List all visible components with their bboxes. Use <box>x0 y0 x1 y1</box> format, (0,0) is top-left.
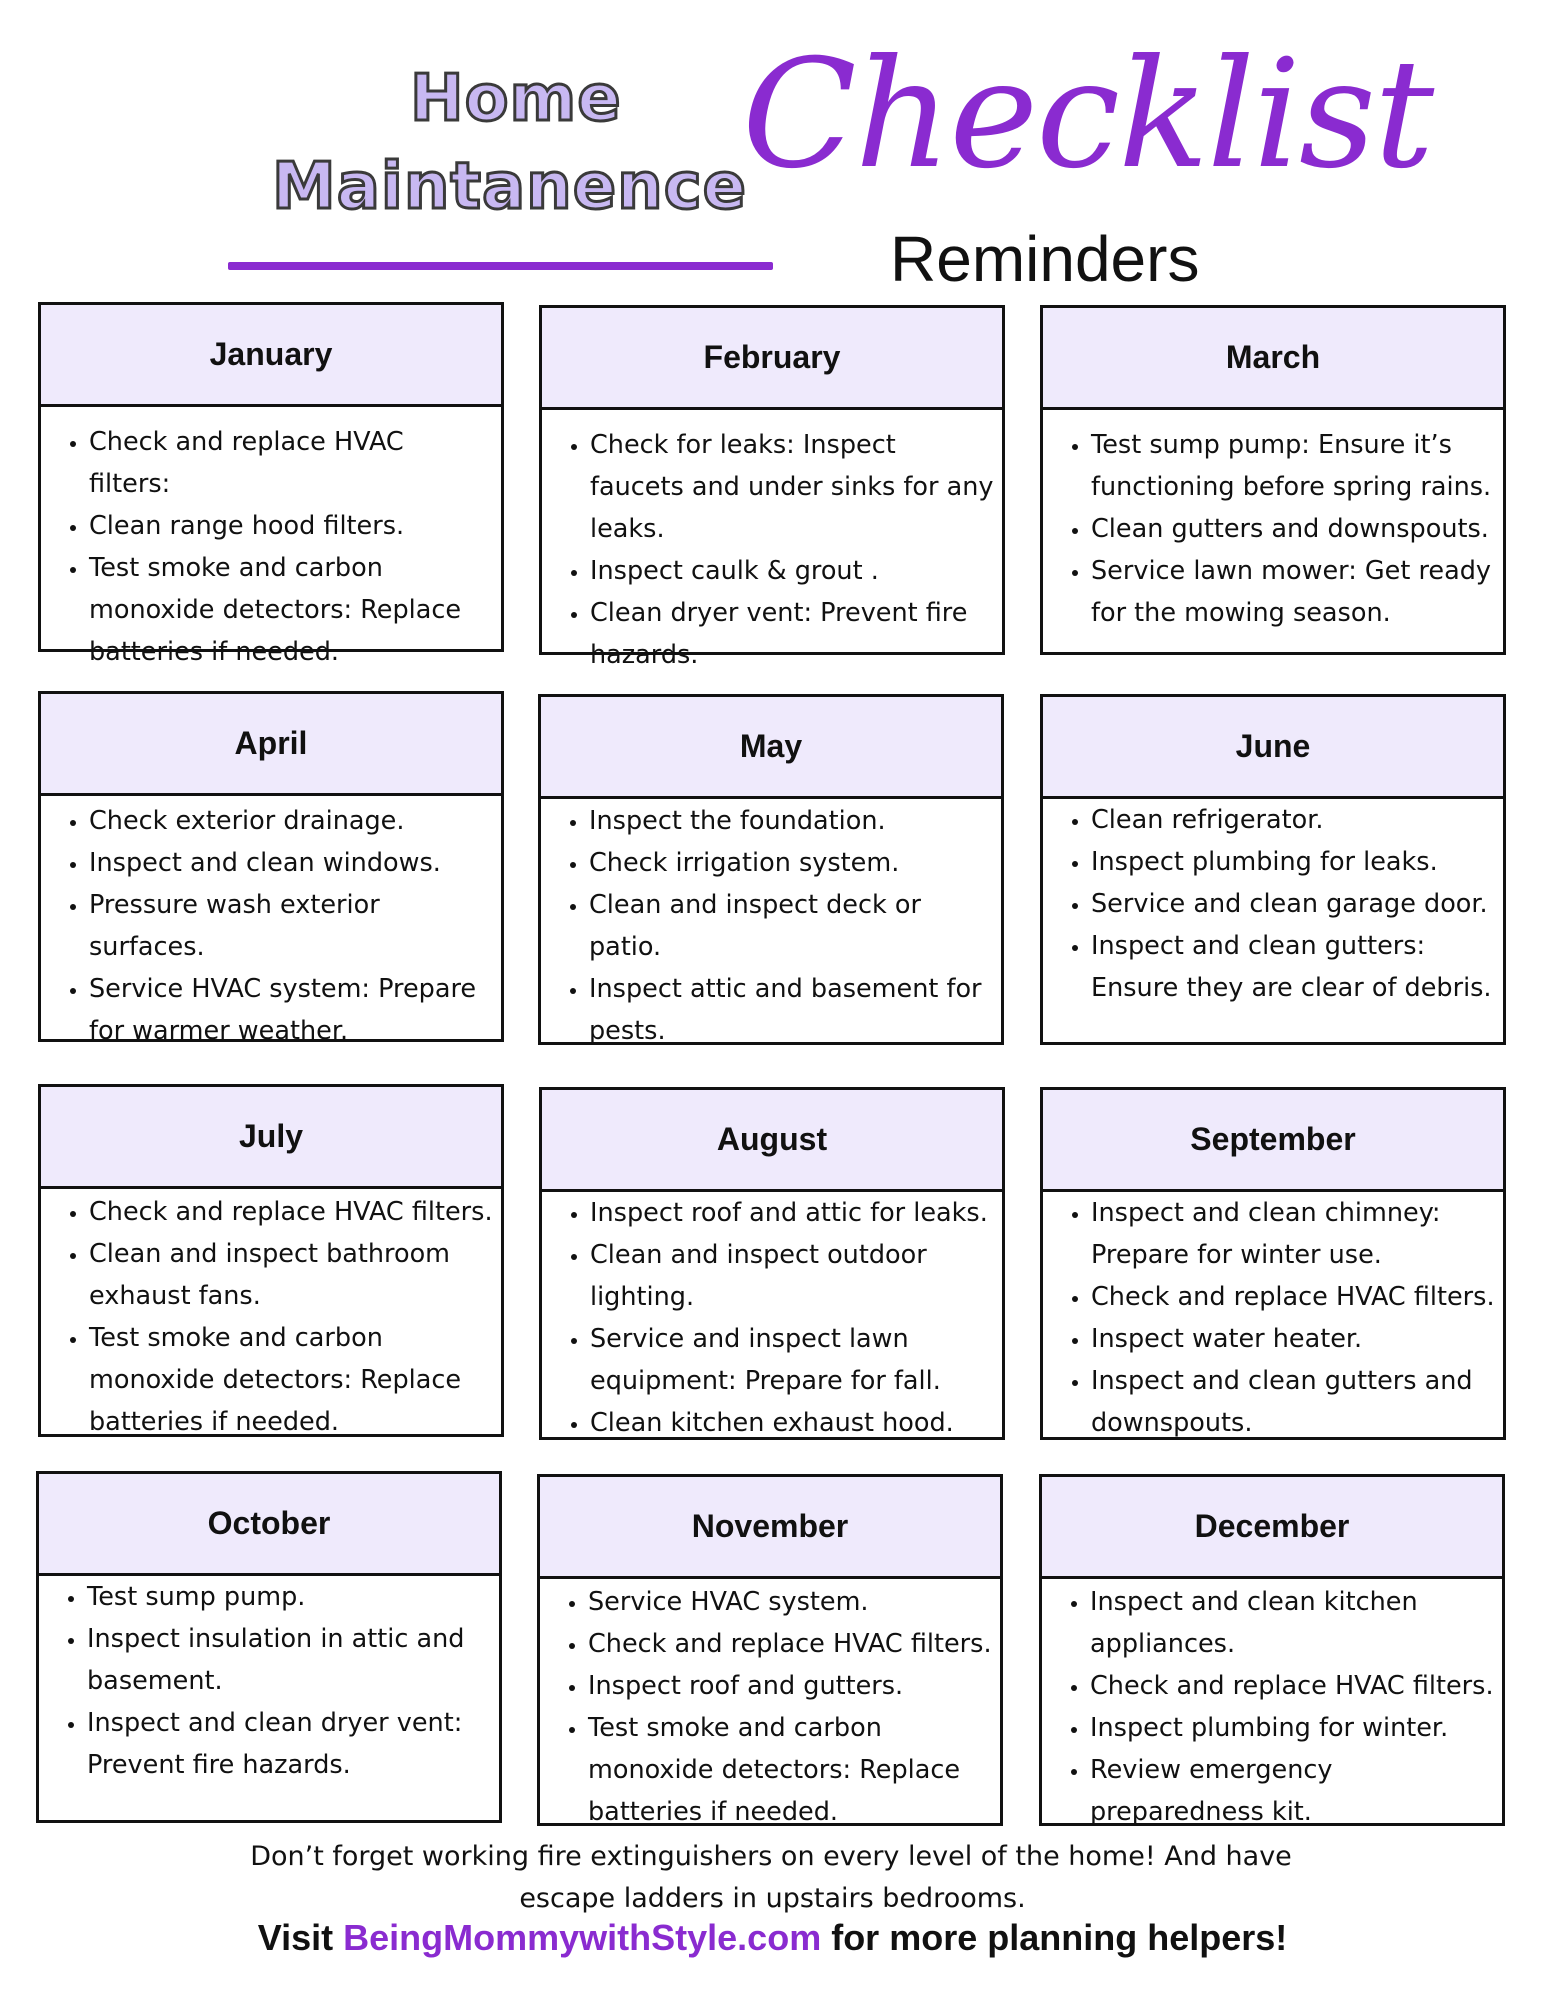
task-item: • Clean gutters and downspouts. <box>1091 508 1495 550</box>
task-item: • Inspect roof and attic for leaks. <box>590 1192 994 1234</box>
task-list <box>1043 1192 1503 1444</box>
month-title: April <box>234 725 308 761</box>
month-card-september <box>1040 1087 1506 1440</box>
task-item: • Test smoke and carbon monoxide detectors: Replace batteries if needed. <box>89 547 493 673</box>
task-item: • Service and inspect lawn equipment: Prepare for fall. <box>590 1318 994 1402</box>
task-item: • Inspect plumbing for leaks. <box>1091 841 1495 883</box>
task-item: • Test smoke and carbon monoxide detectors: Replace batteries if needed. <box>588 1707 992 1833</box>
month-card-january <box>38 302 504 667</box>
task-item: • Inspect and clean gutters: Ensure they are clear of debris. <box>1091 925 1495 1009</box>
task-item: • Inspect water heater. <box>1091 1318 1495 1360</box>
month-title: December <box>1194 1508 1350 1544</box>
task-item: • Clean and inspect bathroom exhaust fans. <box>89 1233 493 1317</box>
task-item: • Test sump pump: Ensure it’s functioning before spring rains. <box>1091 424 1495 508</box>
task-item: • Clean kitchen exhaust hood. <box>590 1402 994 1444</box>
month-title: February <box>703 339 841 375</box>
month-card-december <box>1039 1474 1505 1826</box>
website-link[interactable]: BeingMommywithStyle.com <box>343 1917 822 1958</box>
task-item: • Check and replace HVAC filters. <box>588 1623 992 1665</box>
task-item: • Inspect and clean kitchen appliances. <box>1090 1581 1494 1665</box>
task-item: • Inspect and clean dryer vent: Prevent fire hazards. <box>87 1702 491 1786</box>
task-item: • Inspect roof and gutters. <box>588 1665 992 1707</box>
month-card-may <box>538 694 1004 1045</box>
month-title: March <box>1225 339 1321 375</box>
month-header <box>541 697 1001 799</box>
month-header <box>540 1477 1000 1579</box>
cta-prefix: Visit <box>257 1917 344 1958</box>
title-checklist: Checklist <box>742 28 1433 202</box>
task-item: • Inspect plumbing for winter. <box>1090 1707 1494 1749</box>
month-card-march <box>1040 305 1506 655</box>
task-item: • Clean dryer vent: Prevent fire hazards. <box>590 592 994 676</box>
title-underline <box>228 262 773 270</box>
month-title: October <box>207 1505 331 1541</box>
task-list <box>1042 1579 1502 1833</box>
task-item: • Test smoke and carbon monoxide detectors: Replace batteries if needed. <box>89 1317 493 1443</box>
task-item: • Service and clean garage door. <box>1091 883 1495 925</box>
month-header <box>542 308 1002 410</box>
task-list <box>41 407 501 673</box>
task-item: • Inspect and clean chimney: Prepare for winter use. <box>1091 1192 1495 1276</box>
footer-cta <box>0 1917 1545 1959</box>
month-title: September <box>1190 1121 1356 1157</box>
task-item: • Check and replace HVAC filters: <box>89 421 493 505</box>
task-item: • Check irrigation system. <box>589 842 993 884</box>
task-item: • Inspect the foundation. <box>589 800 993 842</box>
task-item: • Inspect insulation in attic and basement. <box>87 1618 491 1702</box>
month-title: May <box>739 728 803 764</box>
month-header <box>41 694 501 796</box>
task-list <box>540 1579 1000 1833</box>
month-header <box>1043 308 1503 410</box>
task-item: • Inspect attic and basement for pests. <box>589 968 993 1052</box>
footer-note <box>0 1836 1545 1920</box>
task-item: • Clean and inspect deck or patio. <box>589 884 993 968</box>
task-item: • Service lawn mower: Get ready for the mowing season. <box>1091 550 1495 634</box>
task-item: • Inspect and clean gutters and downspouts. <box>1091 1360 1495 1444</box>
task-item: • Pressure wash exterior surfaces. <box>89 884 493 968</box>
task-item: • Check and replace HVAC filters. <box>1091 1276 1495 1318</box>
task-item: • Check and replace HVAC filters. <box>1090 1665 1494 1707</box>
month-card-april <box>38 691 504 1046</box>
month-card-february <box>539 305 1005 670</box>
task-item: • Clean refrigerator. <box>1091 799 1495 841</box>
task-item: • Clean range hood filters. <box>89 505 493 547</box>
month-title: November <box>691 1508 849 1544</box>
month-card-october <box>36 1471 502 1823</box>
title-home: Home <box>410 62 622 136</box>
task-list <box>41 796 501 1052</box>
footer-note-line2: escape ladders in upstairs bedrooms. <box>519 1883 1026 1914</box>
month-header <box>1043 1090 1503 1192</box>
month-header <box>542 1090 1002 1192</box>
month-title: January <box>209 336 333 372</box>
month-card-november <box>537 1474 1003 1826</box>
task-list <box>542 1192 1002 1444</box>
task-item: • Review emergency preparedness kit. <box>1090 1749 1494 1833</box>
month-header <box>41 1087 501 1189</box>
task-item: • Check for leaks: Inspect faucets and under sinks for any leaks. <box>590 424 994 550</box>
task-item: • Test sump pump. <box>87 1576 491 1618</box>
task-list <box>39 1576 499 1786</box>
footer-note-line1: Don’t forget working fire extinguishers on every level of the home! And have <box>250 1841 1292 1872</box>
month-header <box>41 305 501 407</box>
cta-suffix: for more planning helpers! <box>821 1917 1288 1958</box>
task-item: • Service HVAC system. <box>588 1581 992 1623</box>
task-item: • Check and replace HVAC filters. <box>89 1191 493 1233</box>
month-header <box>1043 697 1503 799</box>
month-title: July <box>238 1118 304 1154</box>
task-item: • Inspect caulk & grout . <box>590 550 994 592</box>
task-list <box>542 410 1002 676</box>
task-list <box>1043 799 1503 1009</box>
title-reminders: Reminders <box>890 223 1200 295</box>
month-title: June <box>1235 728 1311 764</box>
month-card-july <box>38 1084 504 1437</box>
task-item: • Inspect and clean windows. <box>89 842 493 884</box>
task-item: • Service HVAC system: Prepare for warmer weather. <box>89 968 493 1052</box>
task-item: • Clean and inspect outdoor lighting. <box>590 1234 994 1318</box>
month-header <box>1042 1477 1502 1579</box>
month-header <box>39 1474 499 1576</box>
task-item: • Check exterior drainage. <box>89 800 493 842</box>
title-maintanence: Maintanence <box>272 150 748 224</box>
task-list <box>41 1189 501 1443</box>
task-list <box>1043 410 1503 634</box>
month-card-august <box>539 1087 1005 1440</box>
month-card-june <box>1040 694 1506 1045</box>
task-list <box>541 799 1001 1052</box>
month-title: August <box>716 1121 828 1157</box>
